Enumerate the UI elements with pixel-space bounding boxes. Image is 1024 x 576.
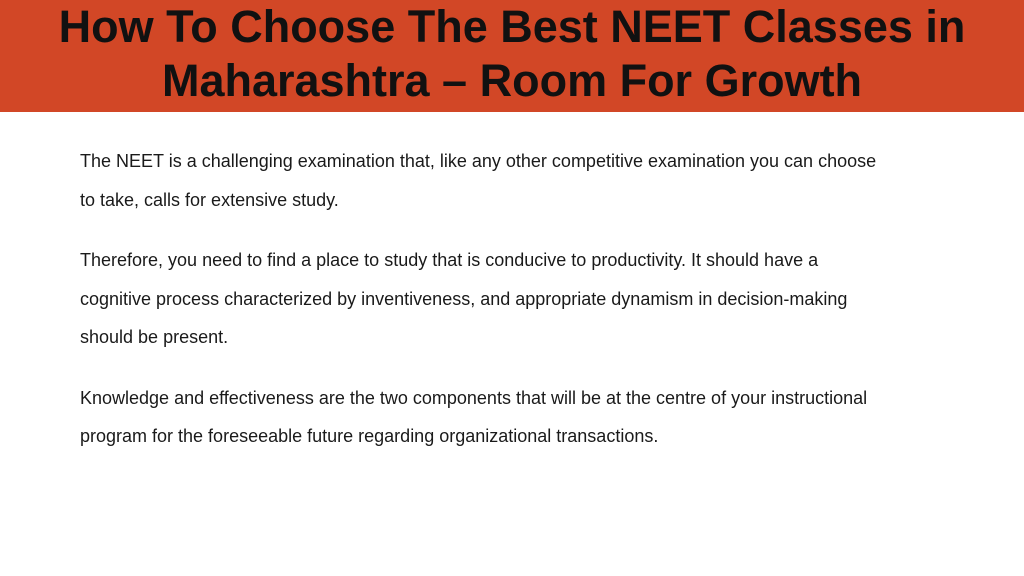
slide-title: How To Choose The Best NEET Classes in Maharashtra – Room For Growth: [58, 1, 966, 106]
paragraph-2: Therefore, you need to find a place to study that is conducive to productivity. It should have a cognitive process characterized by inventiveness, and appropriate dynamism in decision-making should be present.: [80, 250, 848, 347]
title-bar: [0, 0, 1024, 112]
paragraph-3: Knowledge and effectiveness are the two components that will be at the centre of your instructional program for the foreseeable future regarding organizational transactions.: [80, 387, 868, 446]
slide-body: [80, 142, 880, 478]
paragraph-1: The NEET is a challenging examination that, like any other competitive examination you can choose to take, calls for extensive study.: [80, 151, 877, 210]
